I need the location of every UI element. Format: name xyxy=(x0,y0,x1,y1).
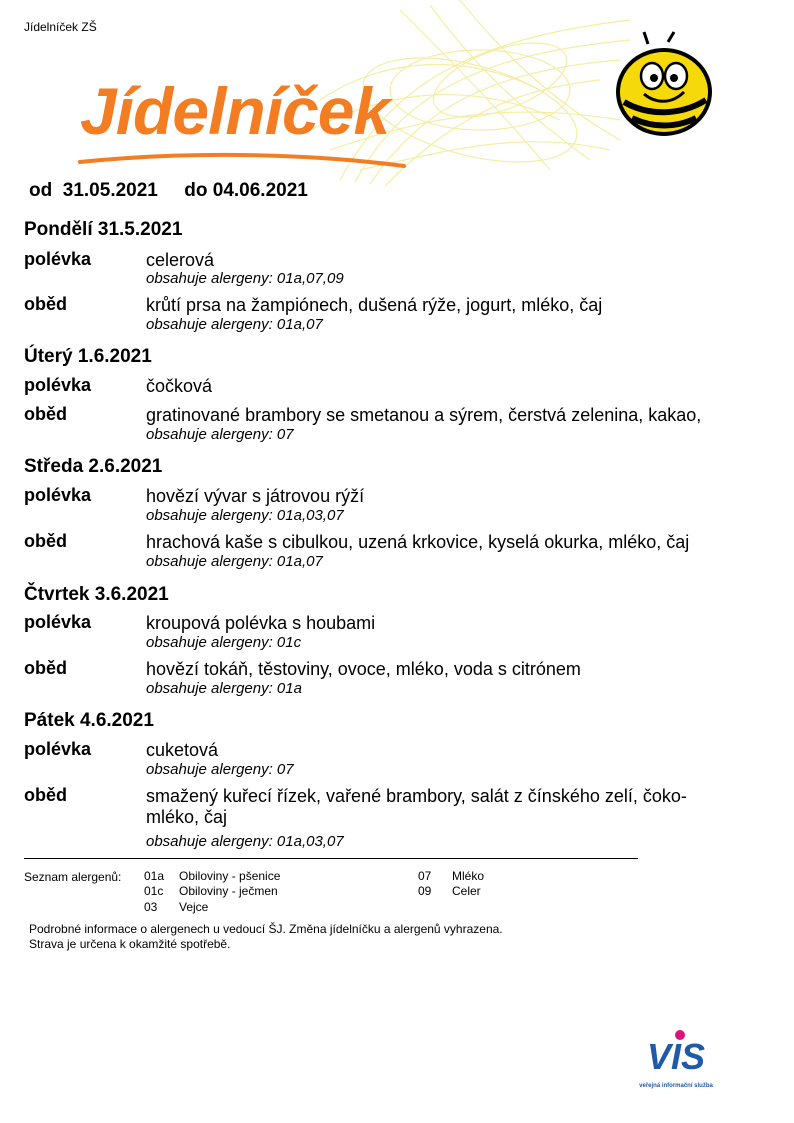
legend-code: 01a xyxy=(144,869,165,883)
meal-allergens: obsahuje alergeny: 01a,07 xyxy=(146,553,323,570)
meal-text: čočková xyxy=(146,376,213,396)
meal-label-lunch: oběd xyxy=(24,294,67,314)
meal-allergens: obsahuje alergeny: 07 xyxy=(146,426,294,443)
meal-label-lunch: oběd xyxy=(24,785,67,805)
meal-allergens: obsahuje alergeny: 01a,07,09 xyxy=(146,270,344,287)
day-heading: Úterý 1.6.2021 xyxy=(24,346,152,367)
legend-divider xyxy=(24,858,638,859)
meal-text: gratinované brambory se smetanou a sýrem, čerstvá zelenina, kakao, xyxy=(146,405,702,425)
date-range: od 31.05.2021 do 04.06.2021 xyxy=(29,180,308,201)
meal-label-soup: polévka xyxy=(24,375,92,395)
legend-code: 09 xyxy=(418,884,432,898)
legend-code: 01c xyxy=(144,884,164,898)
meal-allergens: obsahuje alergeny: 07 xyxy=(146,761,294,778)
bee-mascot-icon xyxy=(608,30,718,140)
meal-label-soup: polévka xyxy=(24,485,92,505)
meal-text: hovězí vývar s játrovou rýží xyxy=(146,486,365,506)
legend-title: Seznam alergenů: xyxy=(24,870,122,884)
legend-name: Celer xyxy=(452,884,481,898)
meal-allergens: obsahuje alergeny: 01a xyxy=(146,680,302,697)
brand-underline xyxy=(78,150,408,172)
meal-allergens: obsahuje alergeny: 01a,07 xyxy=(146,316,323,333)
meal-label-soup: polévka xyxy=(24,739,92,759)
meal-text: hrachová kaše s cibulkou, uzená krkovice, kyselá okurka, mléko, čaj xyxy=(146,532,690,552)
meal-label-soup: polévka xyxy=(24,612,92,632)
legend-code: 03 xyxy=(144,900,158,914)
day-heading: Pátek 4.6.2021 xyxy=(24,710,154,731)
vis-logo-text: VIS xyxy=(646,1036,706,1077)
meal-text: smažený kuřecí řízek, vařené brambory, salát z čínského zelí, čoko-mléko, čaj xyxy=(146,786,687,827)
legend-name: Obiloviny - ječmen xyxy=(179,884,278,898)
meal-text: cuketová xyxy=(146,740,219,760)
meal-text: celerová xyxy=(146,250,215,270)
meal-label-lunch: oběd xyxy=(24,531,67,551)
brand-title: Jídelníček xyxy=(80,74,390,148)
meal-text: kroupová polévka s houbami xyxy=(146,613,376,633)
footer-note: Strava je určena k okamžité spotřebě. xyxy=(29,937,231,951)
footer-note: Podrobné informace o alergenech u vedoucí ŠJ. Změna jídelníčku a alergenů vyhrazena. xyxy=(29,922,503,936)
meal-text: krůtí prsa na žampiónech, dušená rýže, jogurt, mléko, čaj xyxy=(146,295,603,315)
meal-text: hovězí tokáň, těstoviny, ovoce, mléko, voda s citrónem xyxy=(146,659,581,679)
meal-allergens: obsahuje alergeny: 01a,03,07 xyxy=(146,833,344,850)
day-heading: Středa 2.6.2021 xyxy=(24,456,163,477)
header-small-title: Jídelníček ZŠ xyxy=(24,20,97,34)
legend-name: Mléko xyxy=(452,869,485,883)
meal-label-lunch: oběd xyxy=(24,658,67,678)
vis-logo xyxy=(626,1028,726,1092)
legend-code: 07 xyxy=(418,869,432,883)
meal-allergens: obsahuje alergeny: 01a,03,07 xyxy=(146,507,344,524)
meal-label-soup: polévka xyxy=(24,249,92,269)
day-heading: Čtvrtek 3.6.2021 xyxy=(24,584,169,605)
day-heading: Pondělí 31.5.2021 xyxy=(24,219,183,240)
legend-name: Vejce xyxy=(179,900,209,914)
meal-label-lunch: oběd xyxy=(24,404,67,424)
meal-allergens: obsahuje alergeny: 01c xyxy=(146,634,302,651)
vis-logo-tagline: veřejná informační služba xyxy=(639,1083,713,1089)
legend-name: Obiloviny - pšenice xyxy=(179,869,281,883)
